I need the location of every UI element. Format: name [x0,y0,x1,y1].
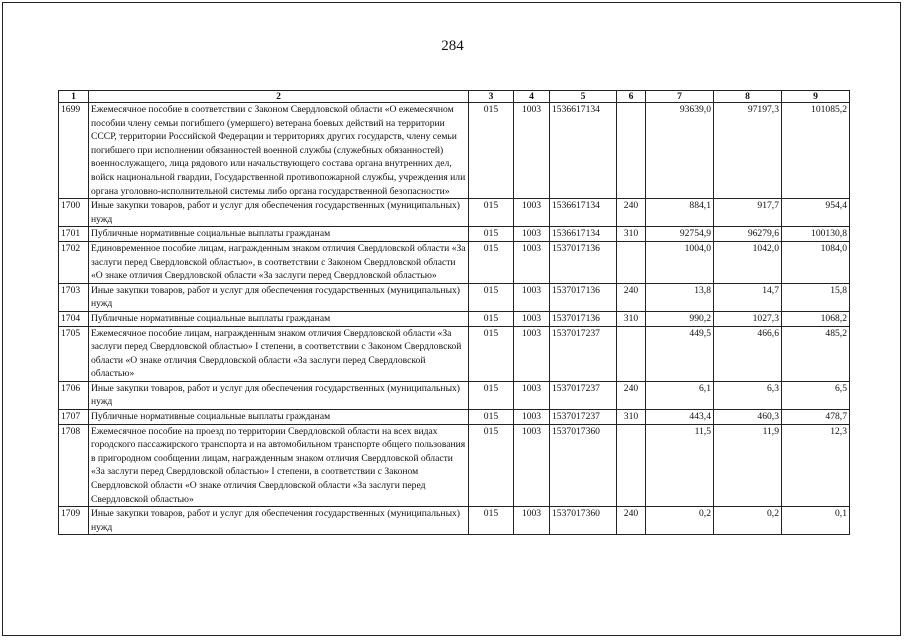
amount-year-1: 6,1 [646,381,714,409]
amount-year-2: 11,9 [714,424,782,507]
row-number: 1703 [59,283,89,311]
row-number: 1700 [59,199,89,227]
amount-year-1: 13,8 [646,283,714,311]
row-description: Ежемесячное пособие в соответствии с Законом Свердловской области «О ежемесячном пособии члену семьи погибшего (умершего) ветерана боевых действий на территории СССР, территории Российской Федерации и территориях других государств, члену семьи погибшего при исполнении обязанностей военной службы (служебных обязанностей) военнослужащего, лица рядового или начальствующего состава органа внутренних дел, войск национальной гвардии, Государственной противопожарной службы, учреждения или органа уголовно-исполнительной системы либо органа государственной безопасности» [89,103,469,199]
amount-year-1: 0,2 [646,507,714,535]
row-description: Иные закупки товаров, работ и услуг для обеспечения государственных (муниципальных) нужд [89,507,469,535]
row-description: Ежемесячное пособие лицам, награжденным знаком отличия Свердловской области «За заслуги перед Свердловской областью» I степени, в соответствии с Законом Свердловской области «О знаке отличия Свердловской области «За заслуги перед Свердловской областью» [89,326,469,381]
row-description: Ежемесячное пособие на проезд по территории Свердловской области на всех видах городского пассажирского транспорта и на автомобильном транспорте общего пользования в пригородном сообщении лицам, награжденным знаком отличия Свердловской области «За заслуги перед Свердловской областью» I степени, в соответствии с Законом Свердловской области «О знаке отличия Свердловской области «За заслуги перед Свердловской областью» [89,424,469,507]
table-row [59,311,850,326]
column-header-8: 8 [714,91,782,103]
row-description: Иные закупки товаров, работ и услуг для обеспечения государственных (муниципальных) нужд [89,381,469,409]
amount-year-3: 478,7 [782,410,850,425]
target-article-code: 1537017360 [550,424,617,507]
row-number: 1708 [59,424,89,507]
column-header-2: 2 [89,91,469,103]
amount-year-2: 96279,6 [714,227,782,242]
row-description: Публичные нормативные социальные выплаты гражданам [89,410,469,425]
section-code: 1003 [514,424,550,507]
column-header-4: 4 [514,91,550,103]
amount-year-3: 1084,0 [782,241,850,283]
target-article-code: 1537017237 [550,381,617,409]
table-row [59,381,850,409]
admin-code: 015 [469,283,514,311]
amount-year-3: 15,8 [782,283,850,311]
target-article-code: 1537017237 [550,410,617,425]
admin-code: 015 [469,199,514,227]
row-number: 1704 [59,311,89,326]
amount-year-3: 1068,2 [782,311,850,326]
amount-year-1: 443,4 [646,410,714,425]
amount-year-2: 0,2 [714,507,782,535]
amount-year-3: 954,4 [782,199,850,227]
table-row [59,227,850,242]
row-description: Публичные нормативные социальные выплаты гражданам [89,227,469,242]
column-header-1: 1 [59,91,89,103]
amount-year-1: 11,5 [646,424,714,507]
row-number: 1709 [59,507,89,535]
table-row [59,241,850,283]
amount-year-1: 92754,9 [646,227,714,242]
row-number: 1699 [59,103,89,199]
page-number: 284 [441,38,464,54]
row-number: 1705 [59,326,89,381]
row-description: Публичные нормативные социальные выплаты гражданам [89,311,469,326]
target-article-code: 1537017136 [550,283,617,311]
amount-year-3: 101085,2 [782,103,850,199]
column-header-6: 6 [617,91,646,103]
row-description: Иные закупки товаров, работ и услуг для обеспечения государственных (муниципальных) нужд [89,283,469,311]
amount-year-2: 1042,0 [714,241,782,283]
column-header-9: 9 [782,91,850,103]
amount-year-2: 97197,3 [714,103,782,199]
row-number: 1707 [59,410,89,425]
amount-year-1: 449,5 [646,326,714,381]
expense-type-code: 240 [617,283,646,311]
amount-year-3: 0,1 [782,507,850,535]
row-description: Единовременное пособие лицам, награжденным знаком отличия Свердловской области «За заслуги перед Свердловской областью», в соответствии с Законом Свердловской области «О знаке отличия Свердловской области «За заслуги перед Свердловской областью» [89,241,469,283]
target-article-code: 1536617134 [550,103,617,199]
amount-year-1: 990,2 [646,311,714,326]
row-number: 1701 [59,227,89,242]
row-number: 1702 [59,241,89,283]
expense-type-code: 310 [617,410,646,425]
table-row [59,283,850,311]
expense-type-code: 240 [617,381,646,409]
admin-code: 015 [469,103,514,199]
section-code: 1003 [514,283,550,311]
row-number: 1706 [59,381,89,409]
amount-year-1: 884,1 [646,199,714,227]
expense-type-code [617,103,646,199]
admin-code: 015 [469,410,514,425]
section-code: 1003 [514,103,550,199]
section-code: 1003 [514,507,550,535]
amount-year-2: 460,3 [714,410,782,425]
target-article-code: 1537017136 [550,241,617,283]
target-article-code: 1537017136 [550,311,617,326]
amount-year-1: 93639,0 [646,103,714,199]
expense-type-code [617,241,646,283]
admin-code: 015 [469,227,514,242]
section-code: 1003 [514,227,550,242]
amount-year-2: 1027,3 [714,311,782,326]
table-row [59,103,850,199]
amount-year-1: 1004,0 [646,241,714,283]
budget-table [58,90,850,535]
expense-type-code: 240 [617,507,646,535]
admin-code: 015 [469,241,514,283]
admin-code: 015 [469,311,514,326]
target-article-code: 1536617134 [550,199,617,227]
amount-year-2: 466,6 [714,326,782,381]
section-code: 1003 [514,311,550,326]
admin-code: 015 [469,326,514,381]
column-header-3: 3 [469,91,514,103]
amount-year-2: 6,3 [714,381,782,409]
section-code: 1003 [514,326,550,381]
column-header-7: 7 [646,91,714,103]
table-row [59,326,850,381]
amount-year-3: 6,5 [782,381,850,409]
admin-code: 015 [469,381,514,409]
row-description: Иные закупки товаров, работ и услуг для обеспечения государственных (муниципальных) нужд [89,199,469,227]
table-row [59,507,850,535]
table-row [59,410,850,425]
table-row [59,424,850,507]
amount-year-2: 917,7 [714,199,782,227]
header-row [59,91,850,103]
amount-year-2: 14,7 [714,283,782,311]
amount-year-3: 485,2 [782,326,850,381]
section-code: 1003 [514,410,550,425]
amount-year-3: 12,3 [782,424,850,507]
table-row [59,199,850,227]
expense-type-code: 310 [617,227,646,242]
target-article-code: 1536617134 [550,227,617,242]
section-code: 1003 [514,381,550,409]
expense-type-code [617,424,646,507]
admin-code: 015 [469,507,514,535]
section-code: 1003 [514,199,550,227]
section-code: 1003 [514,241,550,283]
target-article-code: 1537017237 [550,326,617,381]
column-header-5: 5 [550,91,617,103]
expense-type-code: 240 [617,199,646,227]
expense-type-code [617,326,646,381]
expense-type-code: 310 [617,311,646,326]
amount-year-3: 100130,8 [782,227,850,242]
target-article-code: 1537017360 [550,507,617,535]
admin-code: 015 [469,424,514,507]
